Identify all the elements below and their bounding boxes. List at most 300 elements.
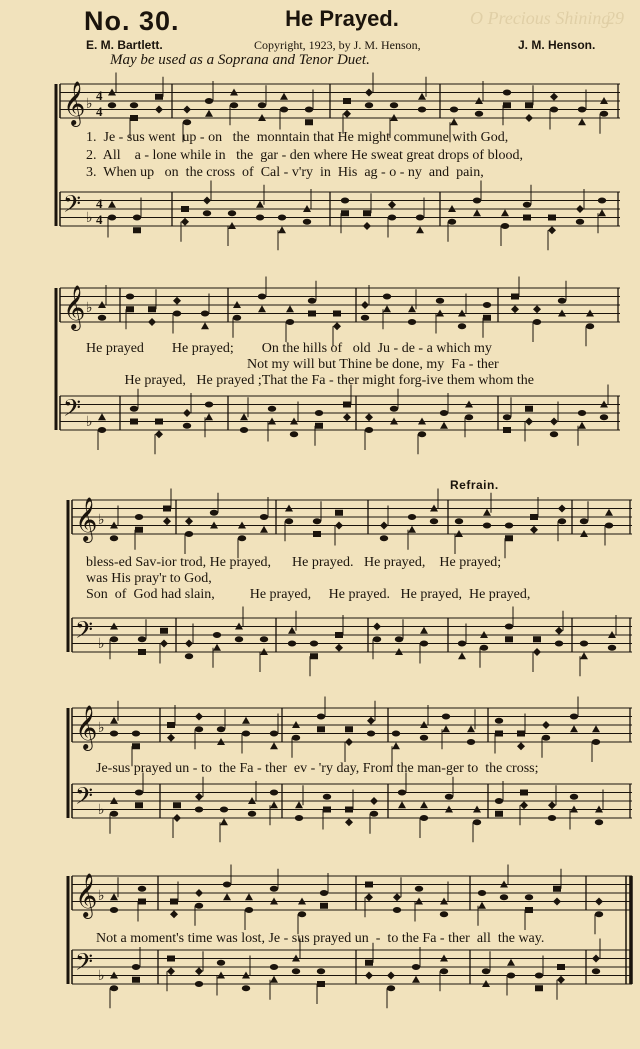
system-3-line-2: was His pray'r to God,: [86, 571, 212, 586]
composer-credit: J. M. Henson.: [518, 38, 596, 52]
note-head-icon: [345, 738, 353, 746]
note-head-icon: [223, 882, 231, 888]
note-head-icon: [505, 624, 513, 630]
author-credit: E. M. Bartlett.: [86, 38, 163, 52]
note-head-icon: [558, 505, 566, 513]
note-head-icon: [181, 206, 189, 212]
note-head-icon: [170, 899, 178, 905]
note-head-icon: [458, 323, 466, 329]
note-head-icon: [110, 985, 118, 991]
note-head-icon: [608, 645, 616, 651]
note-head-icon: [183, 409, 191, 417]
note-head-icon: [550, 107, 558, 113]
note-head-icon: [436, 298, 444, 304]
note-head-icon: [132, 964, 140, 970]
system-3-line-1: bless-ed Sav-ior trod, He prayed, He prayed. He prayed, He prayed;: [86, 555, 502, 570]
note-head-icon: [495, 718, 503, 724]
note-head-icon: [550, 418, 558, 426]
note-head-icon: [313, 531, 321, 537]
note-head-icon: [98, 427, 106, 433]
flat-icon: ♭: [98, 968, 105, 984]
note-head-icon: [530, 526, 538, 534]
note-head-icon: [138, 636, 146, 642]
system-4-line-1: Je-sus prayed un - to the Fa - ther ev - 'ry day, From the man-ger to the cross;: [96, 761, 539, 776]
note-head-icon: [135, 527, 143, 533]
note-head-icon: [110, 731, 118, 737]
note-head-icon: [110, 907, 118, 913]
note-head-icon: [525, 894, 533, 900]
note-head-icon: [416, 215, 424, 221]
note-head-icon: [317, 968, 325, 974]
note-head-icon: [600, 111, 608, 117]
note-head-icon: [580, 652, 588, 659]
note-head-icon: [592, 725, 600, 732]
note-head-icon: [483, 509, 491, 516]
note-head-icon: [592, 955, 600, 963]
note-head-icon: [517, 731, 525, 737]
note-head-icon: [408, 319, 416, 325]
system-2-line-2: Not my will but Thine be done, my Fa - ther: [86, 357, 499, 372]
note-head-icon: [390, 406, 398, 412]
note-head-icon: [440, 911, 448, 917]
note-head-icon: [343, 402, 351, 408]
system-1-verse-3: 3. When up on the cross of Cal - v'ry in His ag - o - ny and pain,: [86, 165, 484, 180]
note-head-icon: [270, 742, 278, 749]
note-head-icon: [242, 717, 250, 724]
note-head-icon: [315, 423, 323, 429]
note-head-icon: [203, 197, 211, 205]
note-head-icon: [126, 306, 134, 312]
note-head-icon: [217, 960, 225, 966]
note-head-icon: [260, 514, 268, 520]
note-head-icon: [148, 318, 156, 326]
note-head-icon: [478, 890, 486, 896]
note-head-icon: [245, 907, 253, 913]
note-head-icon: [220, 818, 228, 825]
note-head-icon: [495, 811, 503, 817]
note-head-icon: [458, 652, 466, 659]
note-head-icon: [335, 632, 343, 638]
system-2-line-3: He prayed, He prayed ;That the Fa - ther might forg-ive them whom the: [86, 373, 535, 388]
flat-icon: ♭: [98, 720, 105, 736]
note-head-icon: [138, 886, 146, 892]
note-head-icon: [258, 294, 266, 300]
note-head-icon: [440, 422, 448, 429]
note-head-icon: [195, 889, 203, 897]
note-head-icon: [278, 215, 286, 221]
note-head-icon: [310, 653, 318, 659]
note-head-icon: [373, 636, 381, 642]
note-head-icon: [170, 910, 178, 918]
note-head-icon: [525, 418, 533, 426]
note-head-icon: [605, 509, 613, 516]
note-head-icon: [578, 118, 586, 125]
note-head-icon: [598, 198, 606, 204]
note-head-icon: [365, 427, 373, 433]
bass-clef-icon: 𝄢: [75, 782, 94, 815]
note-head-icon: [467, 725, 475, 732]
note-head-icon: [398, 801, 406, 808]
note-head-icon: [295, 815, 303, 821]
note-head-icon: [288, 627, 296, 634]
note-head-icon: [380, 535, 388, 541]
note-head-icon: [295, 801, 303, 808]
note-head-icon: [203, 210, 211, 216]
flat-icon: ♭: [98, 802, 105, 818]
note-head-icon: [448, 219, 456, 225]
note-head-icon: [473, 819, 481, 825]
note-head-icon: [605, 523, 613, 529]
treble-clef-icon: 𝄞: [63, 285, 86, 329]
note-head-icon: [205, 413, 213, 420]
flat-icon: ♭: [86, 414, 93, 430]
note-head-icon: [570, 794, 578, 800]
note-head-icon: [343, 110, 351, 118]
note-head-icon: [542, 735, 550, 741]
note-head-icon: [167, 956, 175, 962]
note-head-icon: [286, 319, 294, 325]
note-head-icon: [555, 641, 563, 647]
note-head-icon: [183, 106, 191, 114]
note-head-icon: [98, 413, 106, 420]
note-head-icon: [475, 111, 483, 117]
bass-clef-icon: 𝄢: [75, 948, 94, 981]
note-head-icon: [595, 819, 603, 825]
note-head-icon: [418, 431, 426, 437]
note-head-icon: [380, 522, 388, 530]
treble-clef-icon: 𝄞: [75, 873, 98, 917]
note-head-icon: [173, 311, 181, 317]
note-head-icon: [185, 640, 193, 648]
note-head-icon: [258, 102, 266, 108]
note-head-icon: [292, 968, 300, 974]
note-head-icon: [270, 886, 278, 892]
note-head-icon: [365, 960, 373, 966]
flat-icon: ♭: [86, 210, 93, 226]
note-head-icon: [335, 522, 343, 530]
note-head-icon: [580, 518, 588, 524]
note-head-icon: [201, 322, 209, 329]
note-head-icon: [308, 298, 316, 304]
note-head-icon: [345, 726, 353, 732]
note-head-icon: [500, 894, 508, 900]
note-head-icon: [553, 898, 561, 906]
note-head-icon: [387, 972, 395, 980]
note-head-icon: [387, 985, 395, 991]
treble-clef-icon: 𝄞: [63, 81, 86, 125]
note-head-icon: [256, 215, 264, 221]
note-head-icon: [533, 305, 541, 313]
note-head-icon: [511, 305, 519, 313]
note-head-icon: [501, 223, 509, 229]
note-head-icon: [445, 794, 453, 800]
note-head-icon: [195, 967, 203, 975]
note-head-icon: [173, 814, 181, 822]
note-head-icon: [185, 531, 193, 537]
note-head-icon: [501, 209, 509, 216]
note-head-icon: [365, 882, 373, 888]
note-head-icon: [600, 414, 608, 420]
note-head-icon: [442, 725, 450, 732]
note-head-icon: [416, 226, 424, 233]
note-head-icon: [195, 981, 203, 987]
system-3-line-3: Son of God had slain, He prayed, He prayed. He prayed, He prayed,: [86, 587, 531, 602]
note-head-icon: [578, 410, 586, 416]
note-head-icon: [548, 815, 556, 821]
note-head-icon: [586, 323, 594, 329]
note-head-icon: [480, 645, 488, 651]
note-head-icon: [345, 807, 353, 813]
note-head-icon: [323, 807, 331, 813]
note-head-icon: [298, 911, 306, 917]
note-head-icon: [335, 510, 343, 516]
note-head-icon: [217, 726, 225, 732]
note-head-icon: [533, 636, 541, 642]
note-head-icon: [533, 319, 541, 325]
note-head-icon: [223, 893, 231, 900]
flat-icon: ♭: [86, 300, 93, 316]
note-head-icon: [365, 413, 373, 421]
note-head-icon: [233, 315, 241, 321]
note-head-icon: [503, 90, 511, 96]
note-head-icon: [228, 210, 236, 216]
note-head-icon: [398, 790, 406, 796]
note-head-icon: [260, 636, 268, 642]
note-head-icon: [308, 311, 316, 317]
note-head-icon: [523, 202, 531, 208]
note-head-icon: [133, 215, 141, 221]
flat-icon: ♭: [98, 512, 105, 528]
note-head-icon: [580, 641, 588, 647]
note-head-icon: [108, 102, 116, 108]
note-head-icon: [167, 722, 175, 728]
note-head-icon: [592, 739, 600, 745]
note-head-icon: [373, 623, 381, 631]
note-head-icon: [576, 205, 584, 213]
note-head-icon: [323, 794, 331, 800]
note-head-icon: [345, 818, 353, 826]
note-head-icon: [160, 628, 168, 634]
note-head-icon: [570, 714, 578, 720]
note-head-icon: [132, 977, 140, 983]
note-head-icon: [578, 422, 586, 429]
note-head-icon: [305, 119, 313, 125]
note-head-icon: [248, 811, 256, 817]
note-head-icon: [553, 886, 561, 892]
note-head-icon: [290, 431, 298, 437]
note-head-icon: [450, 118, 458, 125]
note-head-icon: [395, 636, 403, 642]
note-head-icon: [205, 402, 213, 408]
note-head-icon: [278, 226, 286, 233]
note-head-icon: [268, 406, 276, 412]
note-head-icon: [108, 201, 116, 208]
note-head-icon: [305, 107, 313, 113]
note-head-icon: [408, 305, 416, 312]
note-head-icon: [520, 801, 528, 809]
note-head-icon: [183, 119, 191, 125]
note-head-icon: [343, 413, 351, 421]
hymn-number: No. 30.: [84, 6, 180, 36]
note-head-icon: [132, 743, 140, 749]
time-signature-icon: 4: [96, 104, 103, 119]
note-head-icon: [392, 731, 400, 737]
note-head-icon: [383, 294, 391, 300]
note-head-icon: [420, 627, 428, 634]
treble-clef-icon: 𝄞: [75, 497, 98, 541]
note-head-icon: [557, 976, 565, 984]
note-head-icon: [511, 294, 519, 300]
note-head-icon: [505, 535, 513, 541]
note-head-icon: [256, 201, 264, 208]
note-head-icon: [430, 518, 438, 524]
note-head-icon: [148, 306, 156, 312]
note-head-icon: [418, 93, 426, 100]
note-head-icon: [483, 523, 491, 529]
note-head-icon: [592, 968, 600, 974]
note-head-icon: [507, 973, 515, 979]
note-head-icon: [548, 226, 556, 234]
note-head-icon: [130, 419, 138, 425]
note-head-icon: [503, 102, 511, 108]
note-head-icon: [270, 731, 278, 737]
note-head-icon: [365, 89, 373, 97]
note-head-icon: [505, 636, 513, 642]
note-head-icon: [440, 968, 448, 974]
note-head-icon: [108, 215, 116, 221]
note-head-icon: [361, 315, 369, 321]
note-head-icon: [535, 985, 543, 991]
system-1-verse-1: 1. Je - sus went up - on the monntain that He might commune with God,: [86, 130, 509, 145]
note-head-icon: [576, 219, 584, 225]
note-head-icon: [550, 93, 558, 101]
note-head-icon: [315, 410, 323, 416]
note-head-icon: [130, 406, 138, 412]
note-head-icon: [270, 801, 278, 808]
note-head-icon: [110, 535, 118, 541]
note-head-icon: [550, 431, 558, 437]
note-head-icon: [388, 215, 396, 221]
note-head-icon: [363, 222, 371, 230]
note-head-icon: [555, 627, 563, 635]
note-head-icon: [367, 717, 375, 725]
note-head-icon: [595, 898, 603, 906]
note-head-icon: [420, 641, 428, 647]
note-head-icon: [133, 227, 141, 233]
note-head-icon: [392, 742, 400, 749]
note-head-icon: [201, 311, 209, 317]
note-head-icon: [195, 793, 203, 801]
note-head-icon: [383, 305, 391, 312]
note-head-icon: [126, 294, 134, 300]
copyright-notice: Copyright, 1923, by J. M. Henson,: [254, 38, 421, 52]
note-head-icon: [270, 790, 278, 796]
note-head-icon: [213, 632, 221, 638]
note-head-icon: [408, 526, 416, 533]
note-head-icon: [320, 903, 328, 909]
note-head-icon: [412, 964, 420, 970]
note-head-icon: [420, 735, 428, 741]
note-head-icon: [455, 518, 463, 524]
note-head-icon: [341, 198, 349, 204]
note-head-icon: [483, 315, 491, 321]
note-head-icon: [320, 890, 328, 896]
note-head-icon: [388, 201, 396, 209]
note-head-icon: [163, 506, 171, 512]
note-head-icon: [408, 514, 416, 520]
note-head-icon: [138, 899, 146, 905]
note-head-icon: [570, 725, 578, 732]
note-head-icon: [183, 423, 191, 429]
note-head-icon: [517, 742, 525, 750]
note-head-icon: [558, 518, 566, 524]
note-head-icon: [160, 640, 168, 648]
note-head-icon: [288, 641, 296, 647]
note-head-icon: [530, 514, 538, 520]
note-head-icon: [260, 526, 268, 533]
note-head-icon: [598, 209, 606, 216]
note-head-icon: [495, 798, 503, 804]
note-head-icon: [473, 209, 481, 216]
note-head-icon: [98, 315, 106, 321]
note-head-icon: [173, 802, 181, 808]
note-head-icon: [473, 198, 481, 204]
note-head-icon: [155, 419, 163, 425]
note-head-icon: [370, 811, 378, 817]
note-head-icon: [548, 801, 556, 809]
note-head-icon: [280, 93, 288, 100]
note-head-icon: [110, 717, 118, 724]
note-head-icon: [505, 523, 513, 529]
note-head-icon: [393, 893, 401, 901]
note-head-icon: [135, 802, 143, 808]
note-head-icon: [220, 807, 228, 813]
note-head-icon: [185, 653, 193, 659]
system-1-verse-2: 2. All a - lone while in the gar - den where He sweat great drops of blood,: [86, 148, 523, 163]
note-head-icon: [210, 510, 218, 516]
note-head-icon: [135, 514, 143, 520]
note-head-icon: [155, 430, 163, 438]
flat-icon: ♭: [86, 96, 93, 112]
treble-clef-icon: 𝄞: [75, 705, 98, 749]
note-head-icon: [167, 734, 175, 742]
note-head-icon: [390, 102, 398, 108]
refrain-label: Refrain.: [450, 478, 499, 492]
note-head-icon: [280, 107, 288, 113]
note-head-icon: [495, 731, 503, 737]
note-head-icon: [520, 790, 528, 796]
note-head-icon: [548, 215, 556, 221]
note-head-icon: [557, 964, 565, 970]
note-head-icon: [420, 801, 428, 808]
note-head-icon: [525, 114, 533, 122]
note-head-icon: [420, 815, 428, 821]
note-head-icon: [361, 301, 369, 309]
note-head-icon: [195, 903, 203, 909]
note-head-icon: [110, 636, 118, 642]
note-head-icon: [465, 414, 473, 420]
note-head-icon: [341, 210, 349, 216]
note-head-icon: [310, 641, 318, 647]
note-head-icon: [365, 102, 373, 108]
note-head-icon: [365, 893, 373, 901]
note-head-icon: [138, 649, 146, 655]
note-head-icon: [240, 427, 248, 433]
note-head-icon: [205, 110, 213, 117]
note-head-icon: [235, 636, 243, 642]
note-head-icon: [525, 102, 533, 108]
note-head-icon: [230, 102, 238, 108]
